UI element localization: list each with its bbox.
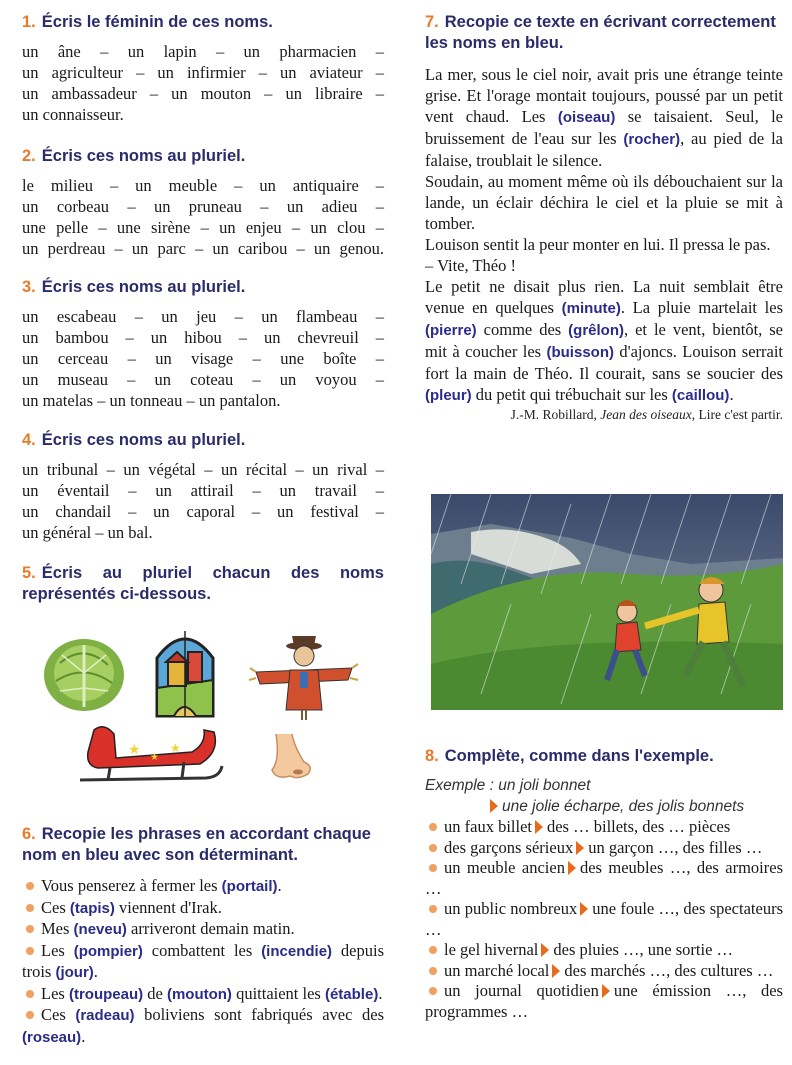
text-run: arriveront demain matin. [126,919,295,938]
blue-word: (grêlon) [568,322,624,339]
text-line: une pelle – une sirène – un enjeu – un clou – [22,218,384,237]
arrow-icon [535,820,543,834]
svg-text:★: ★ [170,741,181,755]
text-line: un escabeau – un jeu – un flambeau – [22,307,384,326]
item-to-complete: des meubles …, des armoires … [425,858,784,898]
bullet-icon [26,990,34,998]
list-item [22,898,384,920]
text-run: . [378,983,383,1003]
bullet-icon [26,925,34,933]
item-to-complete: un garçon …, des filles … [588,837,763,857]
text-line: le milieu – un meuble – un antiquaire – [22,176,384,195]
list-item [425,961,783,982]
text-run: . [277,876,282,895]
exercise-2-list [22,175,384,259]
arrow-icon [576,841,584,855]
list-item [425,899,783,940]
text-run: La mer, sous le ciel noir, avait pris une étrange teinte grise. Et l'orage montait toujours, poussé par un petit vent chaud. Les [425,65,783,126]
text-run: Mes [41,919,74,938]
storm-illustration [431,494,783,710]
blue-word: (mouton) [166,985,232,1003]
exercise-6-list [22,876,384,1048]
text-line: un éventail – un attirail – un travail – [22,481,384,500]
text-run: . [93,962,98,981]
exercise-7-title: 7. Recopie ce texte en écrivant correctement les noms en bleu. [425,13,776,52]
blue-word: (tapis) [69,899,115,917]
blue-word: (portail) [221,878,278,895]
text-line: un connaisseur. [22,105,124,124]
exercise-3 [22,277,384,411]
svg-text:★: ★ [150,752,159,763]
text-run: comme des [476,320,569,339]
text-line: un cerceau – un visage – une boîte – [22,349,384,368]
text-run: , au pied de la falaise, troublait le silence. [425,129,783,170]
text-run: – Vite, Théo ! [425,256,516,275]
text-line: un perdreau – un parc – un caribou – un genou. [22,239,384,258]
item-given: un public nombreux [444,899,578,918]
item-to-complete: une foule …, des spectateurs … [425,899,783,939]
bullet-icon [429,946,437,954]
exercise-4-list [22,459,384,543]
arrow-icon [541,943,549,957]
item-given: des garçons sérieux [444,837,574,857]
bullet-icon [26,947,34,955]
text-paragraph [425,276,783,406]
exercise-3-list [22,306,384,411]
text-line: un tribunal – un végétal – un récital – un rival – [22,460,384,479]
bullet-icon [429,864,437,872]
text-run: de [143,983,167,1003]
text-run: quittaient les [231,983,325,1003]
bullet-icon [26,1011,34,1019]
text-line: un ambassadeur – un mouton – un libraire – [22,84,384,103]
text-run: Louison sentit la peur monter en lui. Il pressa le pas. [425,235,771,254]
text-line: un corbeau – un pruneau – un adieu – [22,197,384,216]
text-run: du petit qui trébuchait sur les [471,385,672,404]
text-run: . [81,1026,86,1046]
text-run: Le petit ne disait plus rien. La nuit semblait être venue en quelques [425,277,783,317]
blue-word: (incendie) [261,942,333,960]
list-item [425,817,783,838]
text-run: , et le vent, bientôt, se mit à coucher les [425,320,783,361]
text-run: Soudain, au moment même où ils débouchaient sur la lande, un éclair déchira le ciel et la pluie se mit à tomber. [425,172,783,233]
bullet-icon [26,904,34,912]
exercise-1 [22,12,384,125]
exercise-6-title: 6. Recopie les phrases en accordant chaque nom en bleu avec son déterminant. [22,825,371,864]
sleigh-picture [74,722,224,786]
list-item [425,940,783,961]
text-line: un matelas – un tonneau – un pantalon. [22,391,281,410]
blue-word: (caillou) [671,387,730,404]
item-to-complete: des marchés …, des cultures … [564,960,774,980]
blue-word: (troupeau) [68,985,144,1003]
exercise-7 [425,12,783,423]
arrow-icon [552,964,560,978]
exercise-2 [22,146,384,259]
text-run: . [729,385,734,404]
blue-word: (radeau) [75,1007,135,1024]
arrow-icon [580,902,588,916]
item-to-complete: une émission …, des programmes … [425,981,783,1021]
text-run: combattent les [142,940,262,960]
text-run: viennent d'Irak. [114,897,222,917]
exercise-1-title: 1. Écris le féminin de ces noms. [22,13,273,31]
list-item [22,876,384,898]
list-item [425,838,783,859]
blue-word: (neveu) [73,921,127,938]
text-line: un museau – un coteau – un voyou – [22,370,384,389]
text-line: un âne – un lapin – un pharmacien – [22,42,384,61]
bullet-icon [429,967,437,975]
item-given: un faux billet [444,817,532,836]
list-item [22,941,384,984]
text-run: . La pluie martelait les [620,298,784,317]
item-given: un journal quotidien [444,981,599,1000]
text-run: Ces [41,897,70,917]
item-given: un meuble ancien [444,858,565,877]
stained-glass-window-picture [154,628,216,718]
text-run: Ces [41,1005,76,1024]
text-paragraph [425,171,783,234]
blue-word: (rocher) [623,131,681,148]
bullet-icon [429,823,437,831]
example-answer: une jolie écharpe, des jolis bonnets [425,796,783,817]
text-run: se taisaient. Seul, le bruissement de l'eau sur les [425,107,783,148]
text-credit: J.-M. Robillard, Jean des oiseaux, Lire c'est partir. [510,407,783,422]
arrow-icon [602,984,610,998]
item-given: le gel hivernal [444,940,539,959]
arrow-icon [490,799,498,813]
text-line: un chandail – un caporal – un festival – [22,502,384,521]
bullet-icon [429,844,437,852]
text-run: d'ajoncs. Louison serrait fort la main de Théo. Il courait, sans se soucier des [425,342,784,383]
scarecrow-picture [248,628,360,720]
text-paragraph [425,255,783,276]
exercise-1-list [22,41,384,125]
text-run: boliviens sont fabriqués avec des [134,1005,385,1024]
list-item [425,858,783,899]
list-item [22,919,384,941]
list-item [425,981,783,1022]
bullet-icon [429,905,437,913]
text-line: un bambou – un hibou – un chevreuil – [22,328,384,347]
bullet-icon [26,882,34,890]
exercise-3-title: 3. Écris ces noms au pluriel. [22,278,246,296]
exercise-1-number: 1. [22,13,36,31]
blue-word: (pompier) [73,942,143,960]
blue-word: (buisson) [546,344,614,361]
bullet-icon [429,987,437,995]
blue-word: (jour) [55,964,94,981]
arrow-icon [568,861,576,875]
text-run: depuis trois [22,940,384,981]
text-line: un agriculteur – un infirmier – un aviateur – [22,63,384,82]
blue-word: (minute) [561,300,621,317]
exercise-7-text [425,64,783,406]
example-label: Exemple : un joli bonnet [425,777,591,794]
blue-word: (pierre) [425,322,477,339]
item-to-complete: des … billets, des … pièces [546,817,731,836]
blue-word: (étable) [324,985,379,1003]
text-paragraph [425,64,783,171]
exercise-4-title: 4. Écris ces noms au pluriel. [22,431,246,449]
list-item [22,1005,384,1048]
nose-picture [268,732,318,784]
cabbage-picture [40,633,128,713]
exercise-5 [22,563,384,614]
blue-word: (pleur) [425,387,472,404]
text-line: un général – un bal. [22,523,153,542]
exercise-8-title: 8. Complète, comme dans l'exemple. [425,747,714,765]
text-run: Les [41,940,74,960]
exercise-6 [22,824,384,1048]
list-item [22,984,384,1006]
exercise-8 [425,746,783,1022]
blue-word: (roseau) [22,1028,82,1046]
text-run: Les [41,983,69,1003]
item-to-complete: des pluies …, une sortie … [553,940,734,959]
exercise-4 [22,430,384,543]
text-run: Vous penserez à fermer les [41,876,222,895]
exercise-8-list [425,817,783,1022]
exercise-2-title: 2. Écris ces noms au pluriel. [22,147,246,165]
blue-word: (oiseau) [557,109,616,126]
item-given: un marché local [444,960,550,980]
svg-text:★: ★ [128,742,141,758]
text-paragraph [425,234,783,255]
exercise-5-title: 5. Écris au pluriel chacun des noms représentés ci-dessous. [22,564,384,603]
